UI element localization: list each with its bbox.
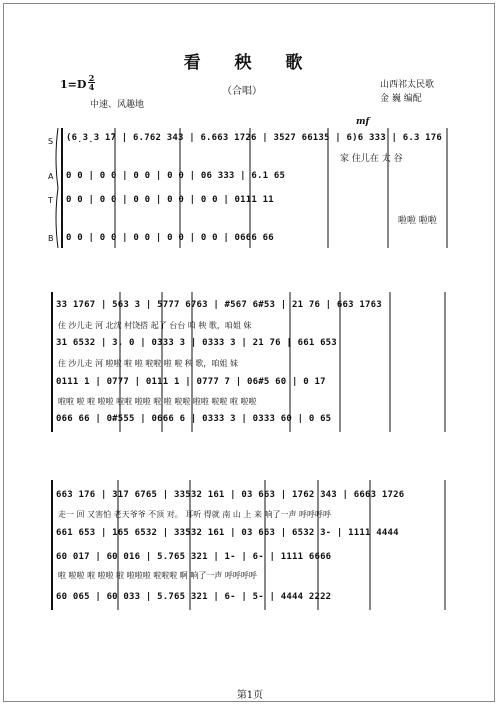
system3-soprano-notes: 663 176 | 317 6765 | 33532 161 | 03 663 | 1762 343 | 6663 1726 xyxy=(56,490,405,500)
system3-alto-notes: 661 653 | 165 6532 | 33532 161 | 03 663 | 6532 3- | 1111 4444 xyxy=(56,528,399,538)
system2-alto-lyric: 住 沙儿走 河 啦啦 啦 啦 啦啦 啦 啦 秧 歌，咱姐 妹 xyxy=(58,359,238,368)
system2-tenor-lyric: 啦啦 啦 啦 啦啦 啦啦 啦啦 啦 啦 啦啦 啦啦 啦啦 啦 啦啦 xyxy=(58,397,257,406)
system2-alto-notes: 31 6532 | 3. 0 | 0333 3 | 0333 3 | 21 76 | 661 653 xyxy=(56,338,337,348)
system3-tenor-notes: 60 017 | 60 016 | 5.765 321 | 1- | 6- | 1111 6666 xyxy=(56,552,332,562)
system2-soprano-lyric: 住 沙儿走 河 北沈 村饶搭 起了 台台 咱 秧 歌，咱姐 妹 xyxy=(58,321,252,330)
voice-label-a: A xyxy=(48,172,54,181)
time-sig-top: 2 xyxy=(88,73,95,83)
system1-alto-notes: 0 0 | 0 0 | 0 0 | 0 0 | 06 333 | 6.1 65 xyxy=(66,171,286,181)
tempo-marking: 中速、风趣地 xyxy=(90,100,145,110)
system1-bracket xyxy=(56,128,58,248)
system3-soprano-lyric: 走一 回 又害怕 老天爷爷 不顶 对。 耳听 得就 南 山 上 来 响了一声 呼呼呼呼 xyxy=(58,510,332,519)
voice-label-s: S xyxy=(48,137,54,146)
system1-bass-notes: 0 0 | 0 0 | 0 0 | 0 0 | 0 0 | 0666 66 xyxy=(66,233,274,243)
voice-label-b: B xyxy=(48,234,54,243)
voice-label-t: T xyxy=(48,196,53,205)
time-sig-bottom: 4 xyxy=(88,82,95,92)
source-credit: 山西祁太民歌 xyxy=(380,80,435,90)
system3-bass-notes: 60 065 | 60 033 | 5.765 321 | 6- | 5- | 4444 2222 xyxy=(56,592,332,602)
key-signature: 1=D xyxy=(60,78,87,91)
arranger-credit: 金 巍 编配 xyxy=(380,94,422,104)
system2-tenor-notes: 0111 1 | 0777 | 0111 1 | 0777 7 | 06#5 60 | 0 17 xyxy=(56,377,326,387)
system1-tenor-lyric: 啦啦 啦啦 xyxy=(398,216,437,226)
performance-note: （合唱） xyxy=(222,86,262,97)
system1-soprano-notes: (6̣3̣3 1̇7 | 6.762 343 | 6.663 1726 | 3527 66135 | 6)6 333 | 6.3 176 xyxy=(66,133,443,143)
song-title: 看 秧 歌 xyxy=(183,53,317,73)
system3-tenor-lyric: 啦 啦啦 啦 啦啦 啦 啦啦啦 啦啦啦 啊 响了一声 呼呼呼呼 xyxy=(58,571,257,580)
system1-soprano-lyric: 家 住儿在 太 谷 xyxy=(340,154,403,164)
page-number: 第1页 xyxy=(236,690,264,701)
system2-soprano-notes: 33 1767 | 563 3 | 5777 6763 | #567 6#53 | 21 76 | 663 1763 xyxy=(56,300,382,310)
dynamic-marking: mf xyxy=(356,117,370,127)
system2-bass-notes: 066 66 | 0#555 | 0666 6 | 0333 3 | 0333 60 | 0 65 xyxy=(56,414,332,424)
system1-tenor-notes: 0 0 | 0 0 | 0 0 | 0 0 | 0 0 | 0111 11 xyxy=(66,195,274,205)
